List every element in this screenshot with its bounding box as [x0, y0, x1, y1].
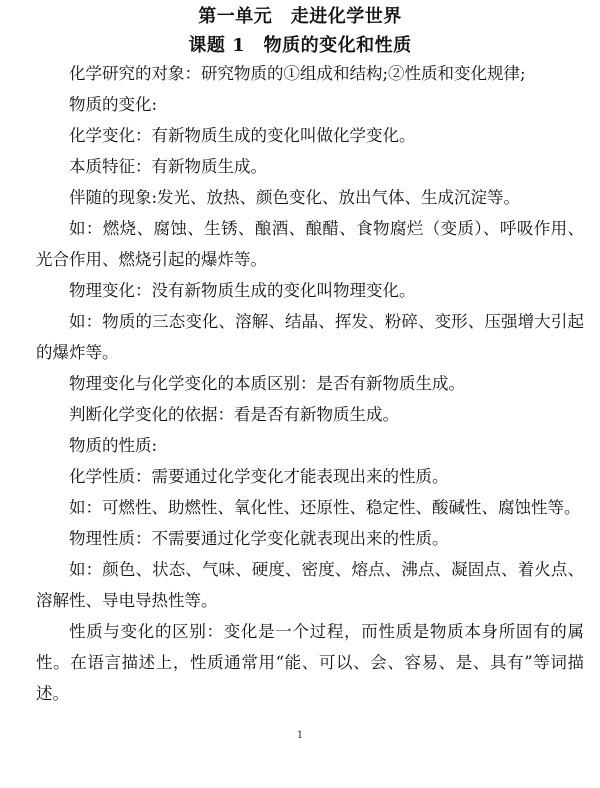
page-number: 1 — [296, 730, 304, 741]
paragraph-research-object: 化学研究的对象：研究物质的①组成和结构;②性质和变化规律; — [69, 64, 526, 83]
paragraph-chemical-property-definition: 化学性质：需要通过化学变化才能表现出来的性质。 — [69, 467, 449, 486]
document-body — [36, 58, 584, 709]
paragraph-property-vs-change: 性质与变化的区别：变化是一个过程，而性质是物质本身所固有的属性。在语言描述上，性质通常用“能、可以、会、容易、是、具有”等词描述。 — [36, 622, 584, 703]
paragraph-judgement-basis: 判断化学变化的依据：看是否有新物质生成。 — [69, 405, 399, 424]
lesson-title: 课题 1 物质的变化和性质 — [188, 35, 412, 56]
paragraph-accompanying-phenomena: 伴随的现象:发光、放热、颜色变化、放出气体、生成沉淀等。 — [69, 188, 521, 207]
unit-title: 第一单元 走进化学世界 — [198, 6, 402, 27]
paragraph-physical-change-definition: 物理变化：没有新物质生成的变化叫物理变化。 — [69, 281, 416, 300]
paragraph-physical-property-examples: 如：颜色、状态、气味、硬度、密度、熔点、沸点、凝固点、着火点、溶解性、导电导热性等。 — [36, 560, 584, 610]
paragraph-essential-difference: 物理变化与化学变化的本质区别：是否有新物质生成。 — [69, 374, 465, 393]
paragraph-physical-change-examples: 如：物质的三态变化、溶解、结晶、挥发、粉碎、变形、压强增大引起的爆炸等。 — [36, 312, 584, 362]
paragraph-essential-feature: 本质特征：有新物质生成。 — [69, 157, 267, 176]
paragraph-changes-heading: 物质的变化: — [69, 95, 158, 114]
paragraph-chemical-change-definition: 化学变化：有新物质生成的变化叫做化学变化。 — [69, 126, 416, 145]
paragraph-chemical-property-examples: 如：可燃性、助燃性、氧化性、还原性、稳定性、酸碱性、腐蚀性等。 — [69, 498, 581, 517]
paragraph-properties-heading: 物质的性质: — [69, 436, 158, 455]
paragraph-chemical-change-examples: 如：燃烧、腐蚀、生锈、酿酒、酿醋、食物腐烂（变质）、呼吸作用、光合作用、燃烧引起的爆炸等。 — [36, 219, 584, 269]
paragraph-physical-property-definition: 物理性质：不需要通过化学变化就表现出来的性质。 — [69, 529, 449, 548]
